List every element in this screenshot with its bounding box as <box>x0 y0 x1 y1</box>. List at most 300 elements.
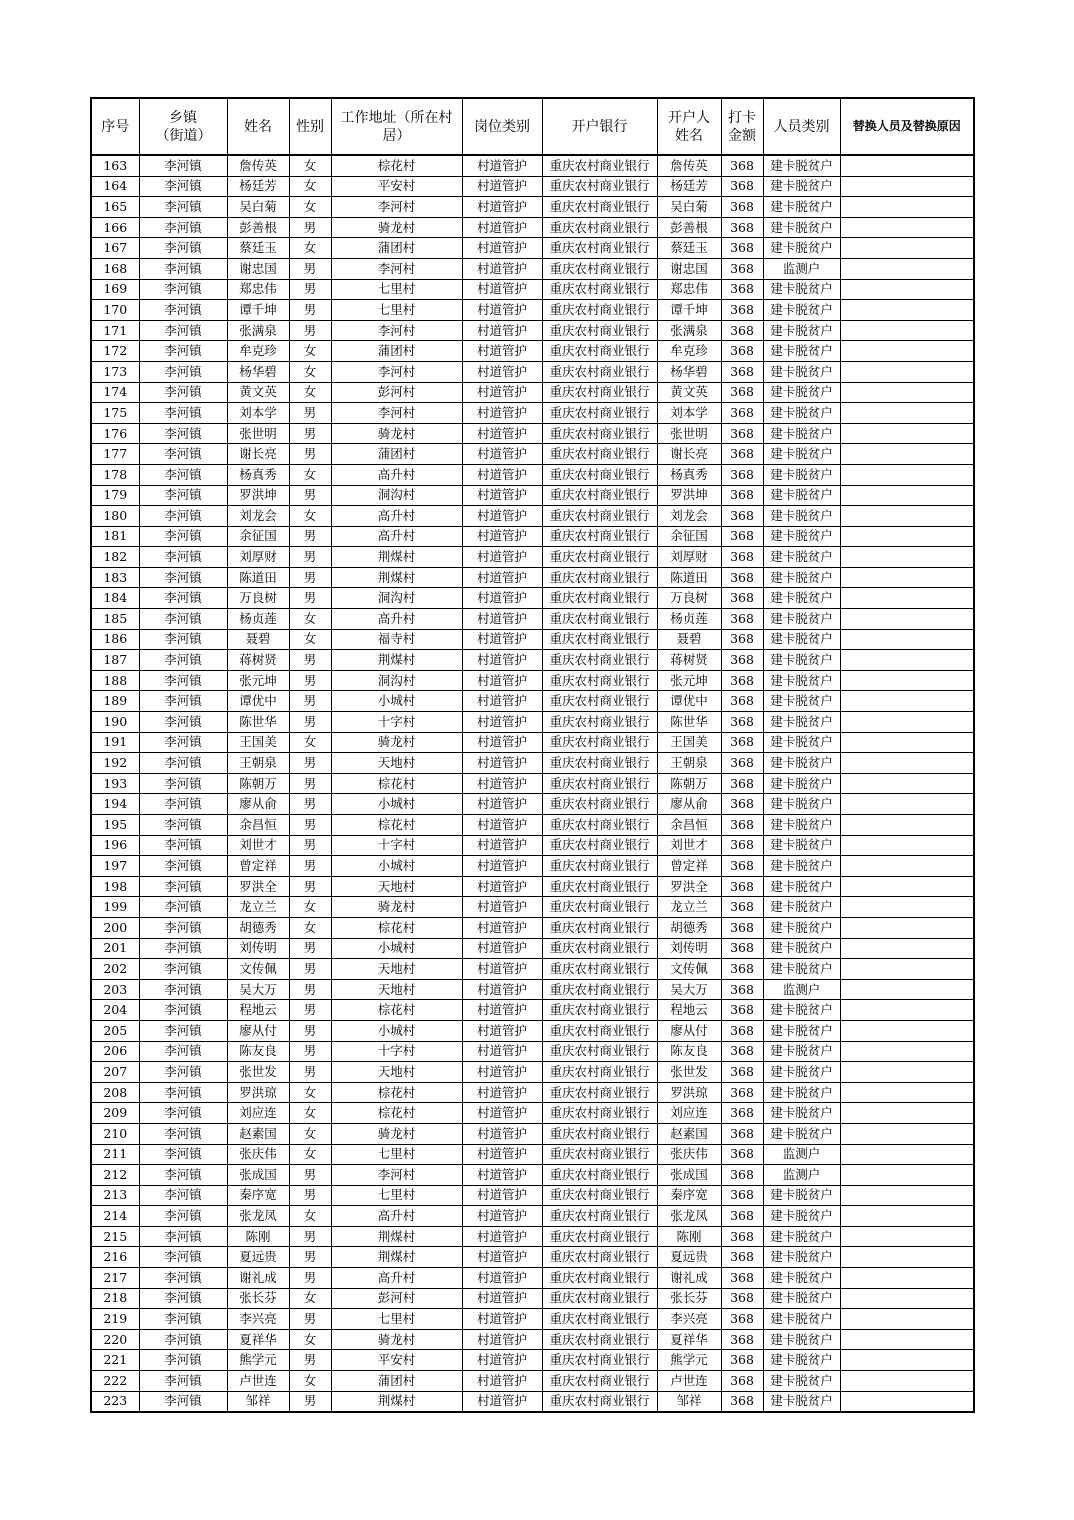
post-category-cell: 村道管护 <box>462 1247 542 1268</box>
account-holder-cell: 陈友良 <box>657 1041 721 1062</box>
township-cell: 李河镇 <box>139 423 227 444</box>
amount-cell: 368 <box>721 444 763 465</box>
table-row <box>91 712 974 733</box>
replacement-cell <box>840 197 974 218</box>
work-address-cell: 高升村 <box>331 609 462 630</box>
amount-cell: 368 <box>721 588 763 609</box>
township-cell: 李河镇 <box>139 609 227 630</box>
township-cell: 李河镇 <box>139 1206 227 1227</box>
post-category-cell: 村道管护 <box>462 959 542 980</box>
amount-cell: 368 <box>721 1309 763 1330</box>
work-address-cell: 七里村 <box>331 300 462 321</box>
col-header-post-category: 岗位类别 <box>462 98 542 155</box>
bank-cell: 重庆农村商业银行 <box>542 1144 657 1165</box>
gender-cell: 女 <box>289 382 331 403</box>
township-cell: 李河镇 <box>139 238 227 259</box>
index-cell: 185 <box>91 609 139 630</box>
gender-cell: 女 <box>289 176 331 197</box>
index-cell: 202 <box>91 959 139 980</box>
bank-cell: 重庆农村商业银行 <box>542 1041 657 1062</box>
table-row <box>91 1226 974 1247</box>
post-category-cell: 村道管护 <box>462 403 542 424</box>
gender-cell: 女 <box>289 1329 331 1350</box>
amount-cell: 368 <box>721 979 763 1000</box>
index-cell: 165 <box>91 197 139 218</box>
account-holder-cell: 陈刚 <box>657 1226 721 1247</box>
amount-cell: 368 <box>721 382 763 403</box>
amount-cell: 368 <box>721 959 763 980</box>
post-category-cell: 村道管护 <box>462 1000 542 1021</box>
post-category-cell: 村道管护 <box>462 485 542 506</box>
name-cell: 吴大万 <box>227 979 289 1000</box>
table-row <box>91 1309 974 1330</box>
post-category-cell: 村道管护 <box>462 917 542 938</box>
table-row <box>91 1062 974 1083</box>
amount-cell: 368 <box>721 1165 763 1186</box>
work-address-cell: 李河村 <box>331 320 462 341</box>
table-row <box>91 1371 974 1392</box>
bank-cell: 重庆农村商业银行 <box>542 1103 657 1124</box>
work-address-cell: 平安村 <box>331 1350 462 1371</box>
gender-cell: 男 <box>289 300 331 321</box>
bank-cell: 重庆农村商业银行 <box>542 691 657 712</box>
name-cell: 罗洪全 <box>227 876 289 897</box>
table-row <box>91 979 974 1000</box>
index-cell: 172 <box>91 341 139 362</box>
account-holder-cell: 杨廷芳 <box>657 176 721 197</box>
work-address-cell: 十字村 <box>331 1041 462 1062</box>
gender-cell: 男 <box>289 815 331 836</box>
table-row <box>91 361 974 382</box>
name-cell: 罗洪坤 <box>227 485 289 506</box>
account-holder-cell: 万良树 <box>657 588 721 609</box>
replacement-cell <box>840 835 974 856</box>
index-cell: 183 <box>91 567 139 588</box>
account-holder-cell: 陈道田 <box>657 567 721 588</box>
bank-cell: 重庆农村商业银行 <box>542 176 657 197</box>
township-cell: 李河镇 <box>139 403 227 424</box>
person-category-cell: 建卡脱贫户 <box>763 1371 840 1392</box>
post-category-cell: 村道管护 <box>462 794 542 815</box>
gender-cell: 女 <box>289 361 331 382</box>
index-cell: 180 <box>91 506 139 527</box>
person-category-cell: 建卡脱贫户 <box>763 238 840 259</box>
bank-cell: 重庆农村商业银行 <box>542 361 657 382</box>
bank-cell: 重庆农村商业银行 <box>542 773 657 794</box>
township-cell: 李河镇 <box>139 1123 227 1144</box>
index-cell: 182 <box>91 547 139 568</box>
work-address-cell: 高升村 <box>331 1206 462 1227</box>
amount-cell: 368 <box>721 712 763 733</box>
township-cell: 李河镇 <box>139 1082 227 1103</box>
township-cell: 李河镇 <box>139 856 227 877</box>
work-address-cell: 棕花村 <box>331 155 462 176</box>
index-cell: 209 <box>91 1103 139 1124</box>
replacement-cell <box>840 897 974 918</box>
replacement-cell <box>840 1288 974 1309</box>
col-header-account-holder: 开户人姓名 <box>657 98 721 155</box>
index-cell: 189 <box>91 691 139 712</box>
work-address-cell: 彭河村 <box>331 1288 462 1309</box>
name-cell: 张龙凤 <box>227 1206 289 1227</box>
account-holder-cell: 刘传明 <box>657 938 721 959</box>
post-category-cell: 村道管护 <box>462 506 542 527</box>
table-row <box>91 794 974 815</box>
person-category-cell: 建卡脱贫户 <box>763 1309 840 1330</box>
person-category-cell: 建卡脱贫户 <box>763 320 840 341</box>
index-cell: 195 <box>91 815 139 836</box>
bank-cell: 重庆农村商业银行 <box>542 1000 657 1021</box>
replacement-cell <box>840 876 974 897</box>
table-row <box>91 320 974 341</box>
table-row <box>91 547 974 568</box>
amount-cell: 368 <box>721 320 763 341</box>
amount-cell: 368 <box>721 526 763 547</box>
work-address-cell: 李河村 <box>331 361 462 382</box>
post-category-cell: 村道管护 <box>462 835 542 856</box>
work-address-cell: 十字村 <box>331 835 462 856</box>
person-category-cell: 建卡脱贫户 <box>763 938 840 959</box>
amount-cell: 368 <box>721 629 763 650</box>
table-row <box>91 1020 974 1041</box>
table-row <box>91 567 974 588</box>
work-address-cell: 平安村 <box>331 176 462 197</box>
post-category-cell: 村道管护 <box>462 1329 542 1350</box>
township-cell: 李河镇 <box>139 382 227 403</box>
name-cell: 牟克珍 <box>227 341 289 362</box>
index-cell: 206 <box>91 1041 139 1062</box>
name-cell: 张庆伟 <box>227 1144 289 1165</box>
account-holder-cell: 刘厚财 <box>657 547 721 568</box>
post-category-cell: 村道管护 <box>462 691 542 712</box>
amount-cell: 368 <box>721 1103 763 1124</box>
work-address-cell: 天地村 <box>331 876 462 897</box>
bank-cell: 重庆农村商业银行 <box>542 403 657 424</box>
bank-cell: 重庆农村商业银行 <box>542 279 657 300</box>
table-row <box>91 155 974 176</box>
work-address-cell: 七里村 <box>331 279 462 300</box>
bank-cell: 重庆农村商业银行 <box>542 341 657 362</box>
index-cell: 173 <box>91 361 139 382</box>
replacement-cell <box>840 526 974 547</box>
name-cell: 杨真秀 <box>227 464 289 485</box>
replacement-cell <box>840 176 974 197</box>
table-row <box>91 732 974 753</box>
work-address-cell: 七里村 <box>331 1309 462 1330</box>
amount-cell: 368 <box>721 403 763 424</box>
index-cell: 200 <box>91 917 139 938</box>
post-category-cell: 村道管护 <box>462 1391 542 1412</box>
bank-cell: 重庆农村商业银行 <box>542 547 657 568</box>
post-category-cell: 村道管护 <box>462 979 542 1000</box>
account-holder-cell: 张长芬 <box>657 1288 721 1309</box>
col-header-index: 序号 <box>91 98 139 155</box>
replacement-cell <box>840 547 974 568</box>
amount-cell: 368 <box>721 1350 763 1371</box>
person-category-cell: 建卡脱贫户 <box>763 856 840 877</box>
work-address-cell: 七里村 <box>331 1185 462 1206</box>
account-holder-cell: 谢忠国 <box>657 258 721 279</box>
replacement-cell <box>840 341 974 362</box>
bank-cell: 重庆农村商业银行 <box>542 258 657 279</box>
township-cell: 李河镇 <box>139 176 227 197</box>
table-row <box>91 1000 974 1021</box>
person-category-cell: 建卡脱贫户 <box>763 1288 840 1309</box>
name-cell: 谭优中 <box>227 691 289 712</box>
name-cell: 陈世华 <box>227 712 289 733</box>
name-cell: 刘厚财 <box>227 547 289 568</box>
person-category-cell: 建卡脱贫户 <box>763 300 840 321</box>
replacement-cell <box>840 300 974 321</box>
township-cell: 李河镇 <box>139 547 227 568</box>
name-cell: 夏远贵 <box>227 1247 289 1268</box>
bank-cell: 重庆农村商业银行 <box>542 464 657 485</box>
person-category-cell: 建卡脱贫户 <box>763 897 840 918</box>
person-category-cell: 建卡脱贫户 <box>763 1206 840 1227</box>
person-category-cell: 建卡脱贫户 <box>763 773 840 794</box>
name-cell: 刘传明 <box>227 938 289 959</box>
index-cell: 174 <box>91 382 139 403</box>
township-cell: 李河镇 <box>139 1391 227 1412</box>
amount-cell: 368 <box>721 1226 763 1247</box>
gender-cell: 男 <box>289 547 331 568</box>
post-category-cell: 村道管护 <box>462 300 542 321</box>
replacement-cell <box>840 856 974 877</box>
bank-cell: 重庆农村商业银行 <box>542 650 657 671</box>
table-row <box>91 691 974 712</box>
bank-cell: 重庆农村商业银行 <box>542 1206 657 1227</box>
amount-cell: 368 <box>721 1041 763 1062</box>
post-category-cell: 村道管护 <box>462 1165 542 1186</box>
table-row <box>91 917 974 938</box>
work-address-cell: 天地村 <box>331 959 462 980</box>
post-category-cell: 村道管护 <box>462 361 542 382</box>
name-cell: 程地云 <box>227 1000 289 1021</box>
name-cell: 蒋树贤 <box>227 650 289 671</box>
index-cell: 219 <box>91 1309 139 1330</box>
person-category-cell: 监测户 <box>763 1144 840 1165</box>
account-holder-cell: 夏远贵 <box>657 1247 721 1268</box>
gender-cell: 男 <box>289 876 331 897</box>
replacement-cell <box>840 938 974 959</box>
township-cell: 李河镇 <box>139 1288 227 1309</box>
work-address-cell: 彭河村 <box>331 382 462 403</box>
table-row <box>91 258 974 279</box>
account-holder-cell: 蔡廷玉 <box>657 238 721 259</box>
replacement-cell <box>840 1103 974 1124</box>
col-header-work-address: 工作地址（所在村居） <box>331 98 462 155</box>
gender-cell: 男 <box>289 650 331 671</box>
township-cell: 李河镇 <box>139 361 227 382</box>
replacement-cell <box>840 650 974 671</box>
index-cell: 221 <box>91 1350 139 1371</box>
gender-cell: 男 <box>289 1165 331 1186</box>
gender-cell: 女 <box>289 1206 331 1227</box>
account-holder-cell: 余昌恒 <box>657 815 721 836</box>
name-cell: 胡德秀 <box>227 917 289 938</box>
amount-cell: 368 <box>721 856 763 877</box>
name-cell: 黄文英 <box>227 382 289 403</box>
post-category-cell: 村道管护 <box>462 1371 542 1392</box>
bank-cell: 重庆农村商业银行 <box>542 320 657 341</box>
person-category-cell: 建卡脱贫户 <box>763 1123 840 1144</box>
account-holder-cell: 卢世连 <box>657 1371 721 1392</box>
replacement-cell <box>840 238 974 259</box>
name-cell: 刘龙会 <box>227 506 289 527</box>
gender-cell: 女 <box>289 238 331 259</box>
name-cell: 杨华碧 <box>227 361 289 382</box>
gender-cell: 男 <box>289 279 331 300</box>
gender-cell: 女 <box>289 197 331 218</box>
township-cell: 李河镇 <box>139 897 227 918</box>
index-cell: 175 <box>91 403 139 424</box>
index-cell: 167 <box>91 238 139 259</box>
person-category-cell: 建卡脱贫户 <box>763 423 840 444</box>
person-category-cell: 建卡脱贫户 <box>763 959 840 980</box>
person-category-cell: 建卡脱贫户 <box>763 753 840 774</box>
amount-cell: 368 <box>721 300 763 321</box>
amount-cell: 368 <box>721 938 763 959</box>
account-holder-cell: 胡德秀 <box>657 917 721 938</box>
post-category-cell: 村道管护 <box>462 712 542 733</box>
account-holder-cell: 杨真秀 <box>657 464 721 485</box>
amount-cell: 368 <box>721 155 763 176</box>
post-category-cell: 村道管护 <box>462 526 542 547</box>
table-row <box>91 382 974 403</box>
table-row <box>91 876 974 897</box>
replacement-cell <box>840 670 974 691</box>
gender-cell: 男 <box>289 691 331 712</box>
post-category-cell: 村道管护 <box>462 773 542 794</box>
township-cell: 李河镇 <box>139 279 227 300</box>
account-holder-cell: 罗洪坤 <box>657 485 721 506</box>
work-address-cell: 棕花村 <box>331 1082 462 1103</box>
replacement-cell <box>840 1165 974 1186</box>
amount-cell: 368 <box>721 464 763 485</box>
name-cell: 罗洪琼 <box>227 1082 289 1103</box>
work-address-cell: 天地村 <box>331 979 462 1000</box>
replacement-cell <box>840 1062 974 1083</box>
replacement-cell <box>840 1371 974 1392</box>
replacement-cell <box>840 258 974 279</box>
township-cell: 李河镇 <box>139 526 227 547</box>
gender-cell: 女 <box>289 1082 331 1103</box>
person-category-cell: 建卡脱贫户 <box>763 609 840 630</box>
bank-cell: 重庆农村商业银行 <box>542 197 657 218</box>
person-category-cell: 建卡脱贫户 <box>763 155 840 176</box>
gender-cell: 男 <box>289 1226 331 1247</box>
person-category-cell: 建卡脱贫户 <box>763 176 840 197</box>
replacement-cell <box>840 1309 974 1330</box>
amount-cell: 368 <box>721 753 763 774</box>
person-category-cell: 建卡脱贫户 <box>763 712 840 733</box>
col-header-replacement: 替换人员及替换原因 <box>840 98 974 155</box>
gender-cell: 男 <box>289 1062 331 1083</box>
gender-cell: 男 <box>289 1309 331 1330</box>
person-category-cell: 建卡脱贫户 <box>763 588 840 609</box>
gender-cell: 女 <box>289 1144 331 1165</box>
gender-cell: 女 <box>289 917 331 938</box>
bank-cell: 重庆农村商业银行 <box>542 609 657 630</box>
person-category-cell: 建卡脱贫户 <box>763 629 840 650</box>
table-row <box>91 423 974 444</box>
amount-cell: 368 <box>721 670 763 691</box>
name-cell: 万良树 <box>227 588 289 609</box>
table-header <box>91 98 974 155</box>
replacement-cell <box>840 1185 974 1206</box>
person-category-cell: 建卡脱贫户 <box>763 1247 840 1268</box>
gender-cell: 男 <box>289 856 331 877</box>
index-cell: 176 <box>91 423 139 444</box>
account-holder-cell: 张成国 <box>657 1165 721 1186</box>
post-category-cell: 村道管护 <box>462 217 542 238</box>
township-cell: 李河镇 <box>139 938 227 959</box>
amount-cell: 368 <box>721 773 763 794</box>
replacement-cell <box>840 753 974 774</box>
post-category-cell: 村道管护 <box>462 238 542 259</box>
name-cell: 廖从俞 <box>227 794 289 815</box>
gender-cell: 男 <box>289 1268 331 1289</box>
index-cell: 214 <box>91 1206 139 1227</box>
township-cell: 李河镇 <box>139 979 227 1000</box>
account-holder-cell: 谢长亮 <box>657 444 721 465</box>
index-cell: 212 <box>91 1165 139 1186</box>
index-cell: 207 <box>91 1062 139 1083</box>
amount-cell: 368 <box>721 1062 763 1083</box>
replacement-cell <box>840 320 974 341</box>
replacement-cell <box>840 815 974 836</box>
post-category-cell: 村道管护 <box>462 1206 542 1227</box>
name-cell: 李兴亮 <box>227 1309 289 1330</box>
township-cell: 李河镇 <box>139 1268 227 1289</box>
person-category-cell: 建卡脱贫户 <box>763 403 840 424</box>
index-cell: 191 <box>91 732 139 753</box>
post-category-cell: 村道管护 <box>462 732 542 753</box>
township-cell: 李河镇 <box>139 444 227 465</box>
bank-cell: 重庆农村商业银行 <box>542 856 657 877</box>
work-address-cell: 小城村 <box>331 1020 462 1041</box>
gender-cell: 男 <box>289 1041 331 1062</box>
post-category-cell: 村道管护 <box>462 1020 542 1041</box>
bank-cell: 重庆农村商业银行 <box>542 155 657 176</box>
replacement-cell <box>840 917 974 938</box>
gender-cell: 男 <box>289 485 331 506</box>
table-row <box>91 1206 974 1227</box>
post-category-cell: 村道管护 <box>462 423 542 444</box>
account-holder-cell: 文传佩 <box>657 959 721 980</box>
account-holder-cell: 张满泉 <box>657 320 721 341</box>
table-row <box>91 897 974 918</box>
person-category-cell: 建卡脱贫户 <box>763 197 840 218</box>
township-cell: 李河镇 <box>139 629 227 650</box>
work-address-cell: 荆煤村 <box>331 547 462 568</box>
col-header-amount: 打卡金额 <box>721 98 763 155</box>
bank-cell: 重庆农村商业银行 <box>542 1268 657 1289</box>
gender-cell: 女 <box>289 1371 331 1392</box>
index-cell: 187 <box>91 650 139 671</box>
index-cell: 171 <box>91 320 139 341</box>
work-address-cell: 荆煤村 <box>331 1391 462 1412</box>
name-cell: 张长芬 <box>227 1288 289 1309</box>
person-category-cell: 建卡脱贫户 <box>763 485 840 506</box>
post-category-cell: 村道管护 <box>462 856 542 877</box>
name-cell: 杨廷芳 <box>227 176 289 197</box>
name-cell: 龙立兰 <box>227 897 289 918</box>
index-cell: 223 <box>91 1391 139 1412</box>
post-category-cell: 村道管护 <box>462 897 542 918</box>
bank-cell: 重庆农村商业银行 <box>542 526 657 547</box>
replacement-cell <box>840 423 974 444</box>
